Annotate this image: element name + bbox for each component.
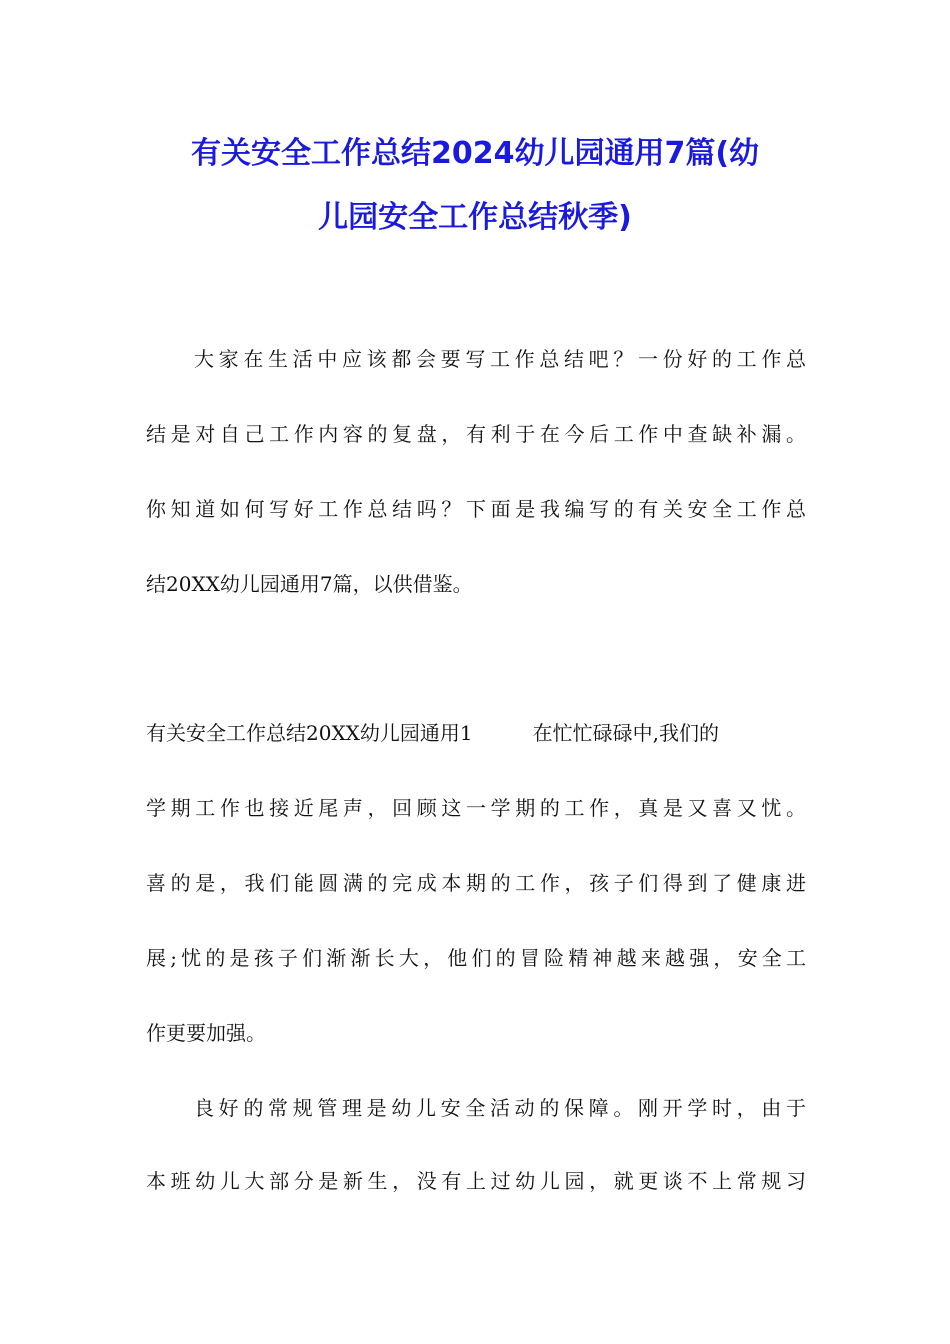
section1-line-5: 作更要加强。 [146,1021,266,1045]
section1-heading: 有关安全工作总结20XX幼儿园通用1 [146,721,473,745]
intro-line-2: 结是对自己工作内容的复盘，有利于在今后工作中查缺补漏。 [146,422,806,446]
document-title-line-1: 有关安全工作总结2024幼儿园通用7篇(幼 [190,136,760,171]
section2-line-2: 本班幼儿大部分是新生，没有上过幼儿园，就更谈不上常规习 [146,1169,806,1193]
section1-line-3: 喜的是，我们能圆满的完成本期的工作，孩子们得到了健康进 [146,871,806,895]
section1-line-2: 学期工作也接近尾声，回顾这一学期的工作，真是又喜又忧。 [146,796,806,820]
intro-line-1: 大家在生活中应该都会要写工作总结吧？一份好的工作总 [194,347,806,371]
intro-line-3: 你知道如何写好工作总结吗？下面是我编写的有关安全工作总 [146,497,806,521]
section1-line-4: 展;忧的是孩子们渐渐长大，他们的冒险精神越来越强，安全工 [146,946,806,970]
document-title-line-2: 儿园安全工作总结秋季) [318,200,632,235]
section1-first-line [146,718,806,748]
intro-line-4: 结20XX幼儿园通用7篇，以供借鉴。 [146,572,473,596]
section1-first-line-text: 在忙忙碌碌中,我们的 [532,721,720,745]
section2-line-1: 良好的常规管理是幼儿安全活动的保障。刚开学时，由于 [194,1096,806,1120]
